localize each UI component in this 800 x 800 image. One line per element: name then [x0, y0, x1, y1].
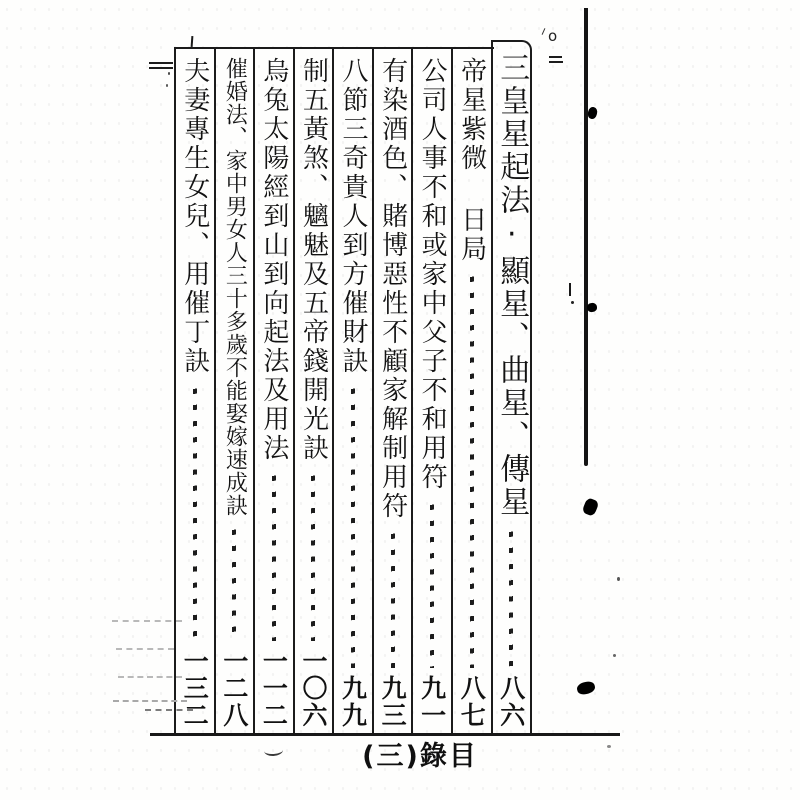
dot-leader [509, 528, 513, 668]
stray-tick-mark [569, 283, 571, 296]
dot-leader [232, 526, 236, 641]
toc-entry-page: 一二八 [219, 648, 249, 729]
toc-columns [174, 47, 532, 735]
toc-column-8 [214, 47, 254, 735]
dot-leader [272, 472, 276, 641]
right-edge-rule [584, 8, 588, 466]
ink-blob [576, 680, 596, 696]
toc-column-3 [411, 47, 451, 735]
dot-leader [430, 501, 434, 668]
toc-entry-page: 八六 [496, 675, 526, 729]
bleedthrough-dash [116, 648, 174, 650]
ink-speck [613, 654, 616, 657]
ink-blob [586, 302, 597, 312]
toc-entry-title: 制五黃煞、魑魅及五帝錢開光訣 [298, 57, 329, 463]
bleedthrough-dash [145, 709, 193, 711]
toc-column-2 [451, 47, 491, 735]
toc-column-5 [332, 47, 372, 735]
toc-column-4 [372, 47, 412, 735]
ink-speck [617, 577, 620, 581]
toc-entry-title: 催婚法、家中男女人三十多歲不能娶嫁速成訣 [222, 57, 248, 517]
toc-entry-title: 有染酒色、賭博惡性不顧家解制用符 [377, 57, 408, 521]
toc-entry-title: 八節三奇貴人到方催財訣 [338, 57, 369, 376]
bleedthrough-dash [112, 620, 182, 622]
table-top-border [174, 47, 494, 49]
toc-entry-title: 烏兔太陽經到山到向起法及用法 [258, 57, 289, 463]
stray-curve-mark [264, 744, 284, 756]
toc-column-9 [174, 47, 214, 735]
toc-table [174, 47, 532, 735]
bleedthrough-dash [118, 676, 182, 678]
ink-speck [166, 84, 168, 87]
toc-column-7 [253, 47, 293, 735]
double-dash-mark [149, 62, 173, 64]
ink-speck [168, 72, 170, 75]
toc-entry-title: 公司人事不和或家中父子不和用符 [417, 57, 448, 492]
double-dash-mark [149, 67, 173, 69]
corner-o-mark: o [548, 27, 558, 45]
ink-blob [587, 106, 598, 120]
toc-column-1 [491, 40, 533, 735]
toc-entry-page: 一三二 [180, 648, 210, 729]
ink-blob [581, 497, 599, 517]
ink-speck [607, 745, 611, 748]
toc-entry-page: 一一二 [259, 648, 289, 729]
toc-entry-page: 九三 [378, 675, 408, 729]
toc-column-6 [293, 47, 333, 735]
dot-leader [470, 273, 474, 668]
toc-entry-page: 一〇六 [298, 648, 328, 729]
ink-speck [571, 301, 574, 304]
toc-entry-page: 九一 [417, 675, 447, 729]
toc-entry-title: 三皇星起法·顯星、曲星、傳星 [494, 52, 530, 519]
toc-entry-title: 夫妻專生女兒、用催丁訣 [179, 57, 210, 376]
dot-leader [311, 472, 315, 641]
stray-tick-mark [191, 36, 194, 47]
page-footer-title: (三)錄目 [362, 741, 478, 772]
double-dash-mark [549, 61, 563, 63]
double-dash-mark [549, 56, 562, 58]
dot-leader [391, 530, 395, 668]
bleedthrough-dash [113, 700, 187, 702]
toc-entry-page: 九九 [338, 675, 368, 729]
dot-leader [193, 385, 197, 641]
toc-entry-page: 八七 [457, 675, 487, 729]
toc-entry-title: 帝星紫微 日局 [456, 57, 487, 264]
dot-leader [351, 385, 355, 668]
